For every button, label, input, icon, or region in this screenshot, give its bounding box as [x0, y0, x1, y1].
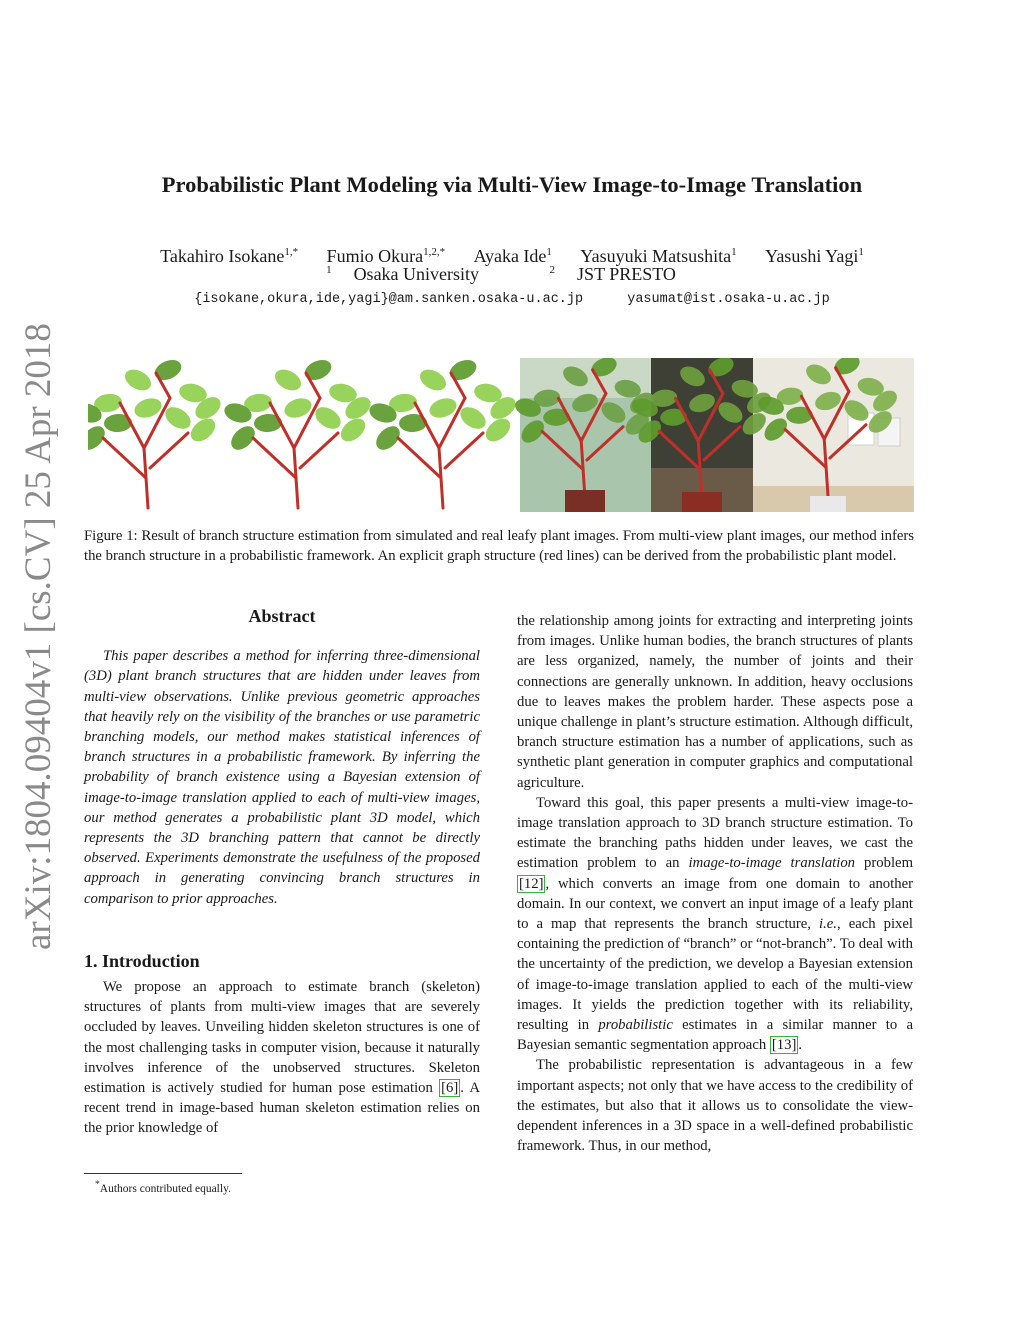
- author: Yasushi Yagi$^1$: [765, 246, 864, 266]
- leaf: [447, 358, 480, 384]
- affiliation: $^1$ Osaka University: [326, 264, 480, 284]
- leaf: [271, 365, 304, 394]
- branch-line: [398, 438, 441, 478]
- author-emails: [0, 292, 1024, 307]
- citation-link[interactable]: [12]: [519, 875, 544, 892]
- paragraph: The probabilistic representation is advantageous in a few important aspects; not only that we have access to the credibility of the estimates, but also that it allows us to consolidate the view-dependent inferences in a 3D space in a well-defined probabilistic framework. Thus, in our method,: [517, 1057, 913, 1155]
- affiliations: [0, 264, 1024, 285]
- email: yasumat@ist.osaka-u.ac.jp: [627, 292, 830, 307]
- flower-pot: [565, 490, 605, 512]
- plant: [222, 358, 375, 508]
- paper-title: Probabilistic Plant Modeling via Multi-View Image-to-Image Translation: [161, 172, 863, 197]
- leaf: [152, 358, 185, 384]
- author: Fumio Okura$^{1,2,*}$: [326, 246, 446, 266]
- plant: [88, 358, 225, 508]
- citation-link[interactable]: [6]: [441, 1080, 459, 1097]
- branch-line: [300, 433, 338, 468]
- branch-line: [103, 438, 146, 478]
- branch-line: [445, 433, 483, 468]
- simulated-plant-renders: [88, 358, 520, 508]
- section-heading: 1. Introduction: [84, 950, 200, 971]
- branch-line: [150, 433, 188, 468]
- abstract-text: This paper describes a method for inferring three-dimensional (3D) plant branch structures that are hidden under leaves from multi-view observations. Unlike previous geometric approaches that heavily rely on the visibility of the branches or use parametric branching models, our method makes statistical inferences of branch structures in a probabilistic framework. By inferring the probability of branch existence using a Bayesian extension of image-to-image translation applied to each of multi-view images, our method generates a probabilistic plant 3D model, which represents the 3D branching pattern that cannot be directly observed. Experiments demonstrate the usefulness of the proposed approach in generating convincing branch structures in comparison to prior approaches.: [84, 648, 480, 907]
- right-column: [517, 611, 913, 1156]
- paragraph: the relationship among joints for extracting and interpreting joints from images. Unlike human bodies, the branch structures of plants are less organized, namely, the number of joints and their connections are generally unknown. In addition, heavy occlusions due to leaves makes the problem harder. These aspects pose a unique challenge in plant’s structure estimation. Although difficult, branch structure estimation has a number of applications, such as synthetic plant generation in computer graphics and computational agriculture.: [517, 613, 913, 791]
- plant: [367, 358, 520, 508]
- leaf: [302, 358, 335, 384]
- footnote-rule: [84, 1173, 242, 1174]
- abstract-heading: Abstract: [248, 606, 316, 626]
- figure-caption: Figure 1: Result of branch structure estimation from simulated and real leafy plant images. From multi-view plant images, our method infers the branch structure in a probabilistic framework. An explicit graph structure (red lines) can be derived from the probabilistic plant model.: [84, 528, 914, 565]
- figure-1-plants: [88, 358, 914, 512]
- flower-pot: [810, 496, 846, 512]
- footnote: *Authors contributed equally.: [95, 1179, 231, 1195]
- email: {isokane,okura,ide,yagi}@am.sanken.osaka-u.ac.jp: [194, 292, 584, 307]
- intro-paragraph: We propose an approach to estimate branch (skeleton) structures of plants from multi-view images that are severely occluded by leaves. Unveiling hidden skeleton structures is one of the most challenging tasks in computer vision, because it naturally involves inference of the unobserved structures. Skeleton estimation is actively studied for human pose estimation [6] . A recent trend in image-based human skeleton estimation relies on the prior knowledge of: [84, 979, 480, 1137]
- affiliation: $^2$ JST PRESTO: [549, 264, 676, 284]
- author: Yasuyuki Matsushita$^1$: [580, 246, 737, 266]
- arxiv-stamp: arXiv:1804.09404v1 [cs.CV] 25 Apr 2018: [18, 323, 59, 950]
- author: Ayaka Ide$^1$: [473, 246, 552, 266]
- branch-line: [253, 438, 296, 478]
- citation-link[interactable]: [13]: [771, 1037, 797, 1054]
- leaf: [121, 365, 154, 394]
- paragraph: Toward this goal, this paper presents a multi-view image-to-image translation approach to 3D branch structure estimation. To estimate the branching paths hidden under leaves, we cast the estimation problem to an image-to-image translation problem [12] , which converts an image from one domain to another domain. In our context, we convert an input image of a leafy plant to a map that represents the branch structure, i.e., each pixel containing the prediction of “branch” or “not-branch”. To deal with the uncertainty of the prediction, we develop a Bayesian extension of image-to-image translation applied to each of the multi-view images. It yields the prediction together with its reliability, resulting in probabilistic estimates in a similar manner to a Bayesian semantic segmentation approach [13] .: [517, 794, 914, 1054]
- author: Takahiro Isokane$^{1,*}$: [160, 246, 299, 266]
- flower-pot: [682, 492, 722, 512]
- leaf: [416, 365, 449, 394]
- left-column: [84, 606, 480, 1139]
